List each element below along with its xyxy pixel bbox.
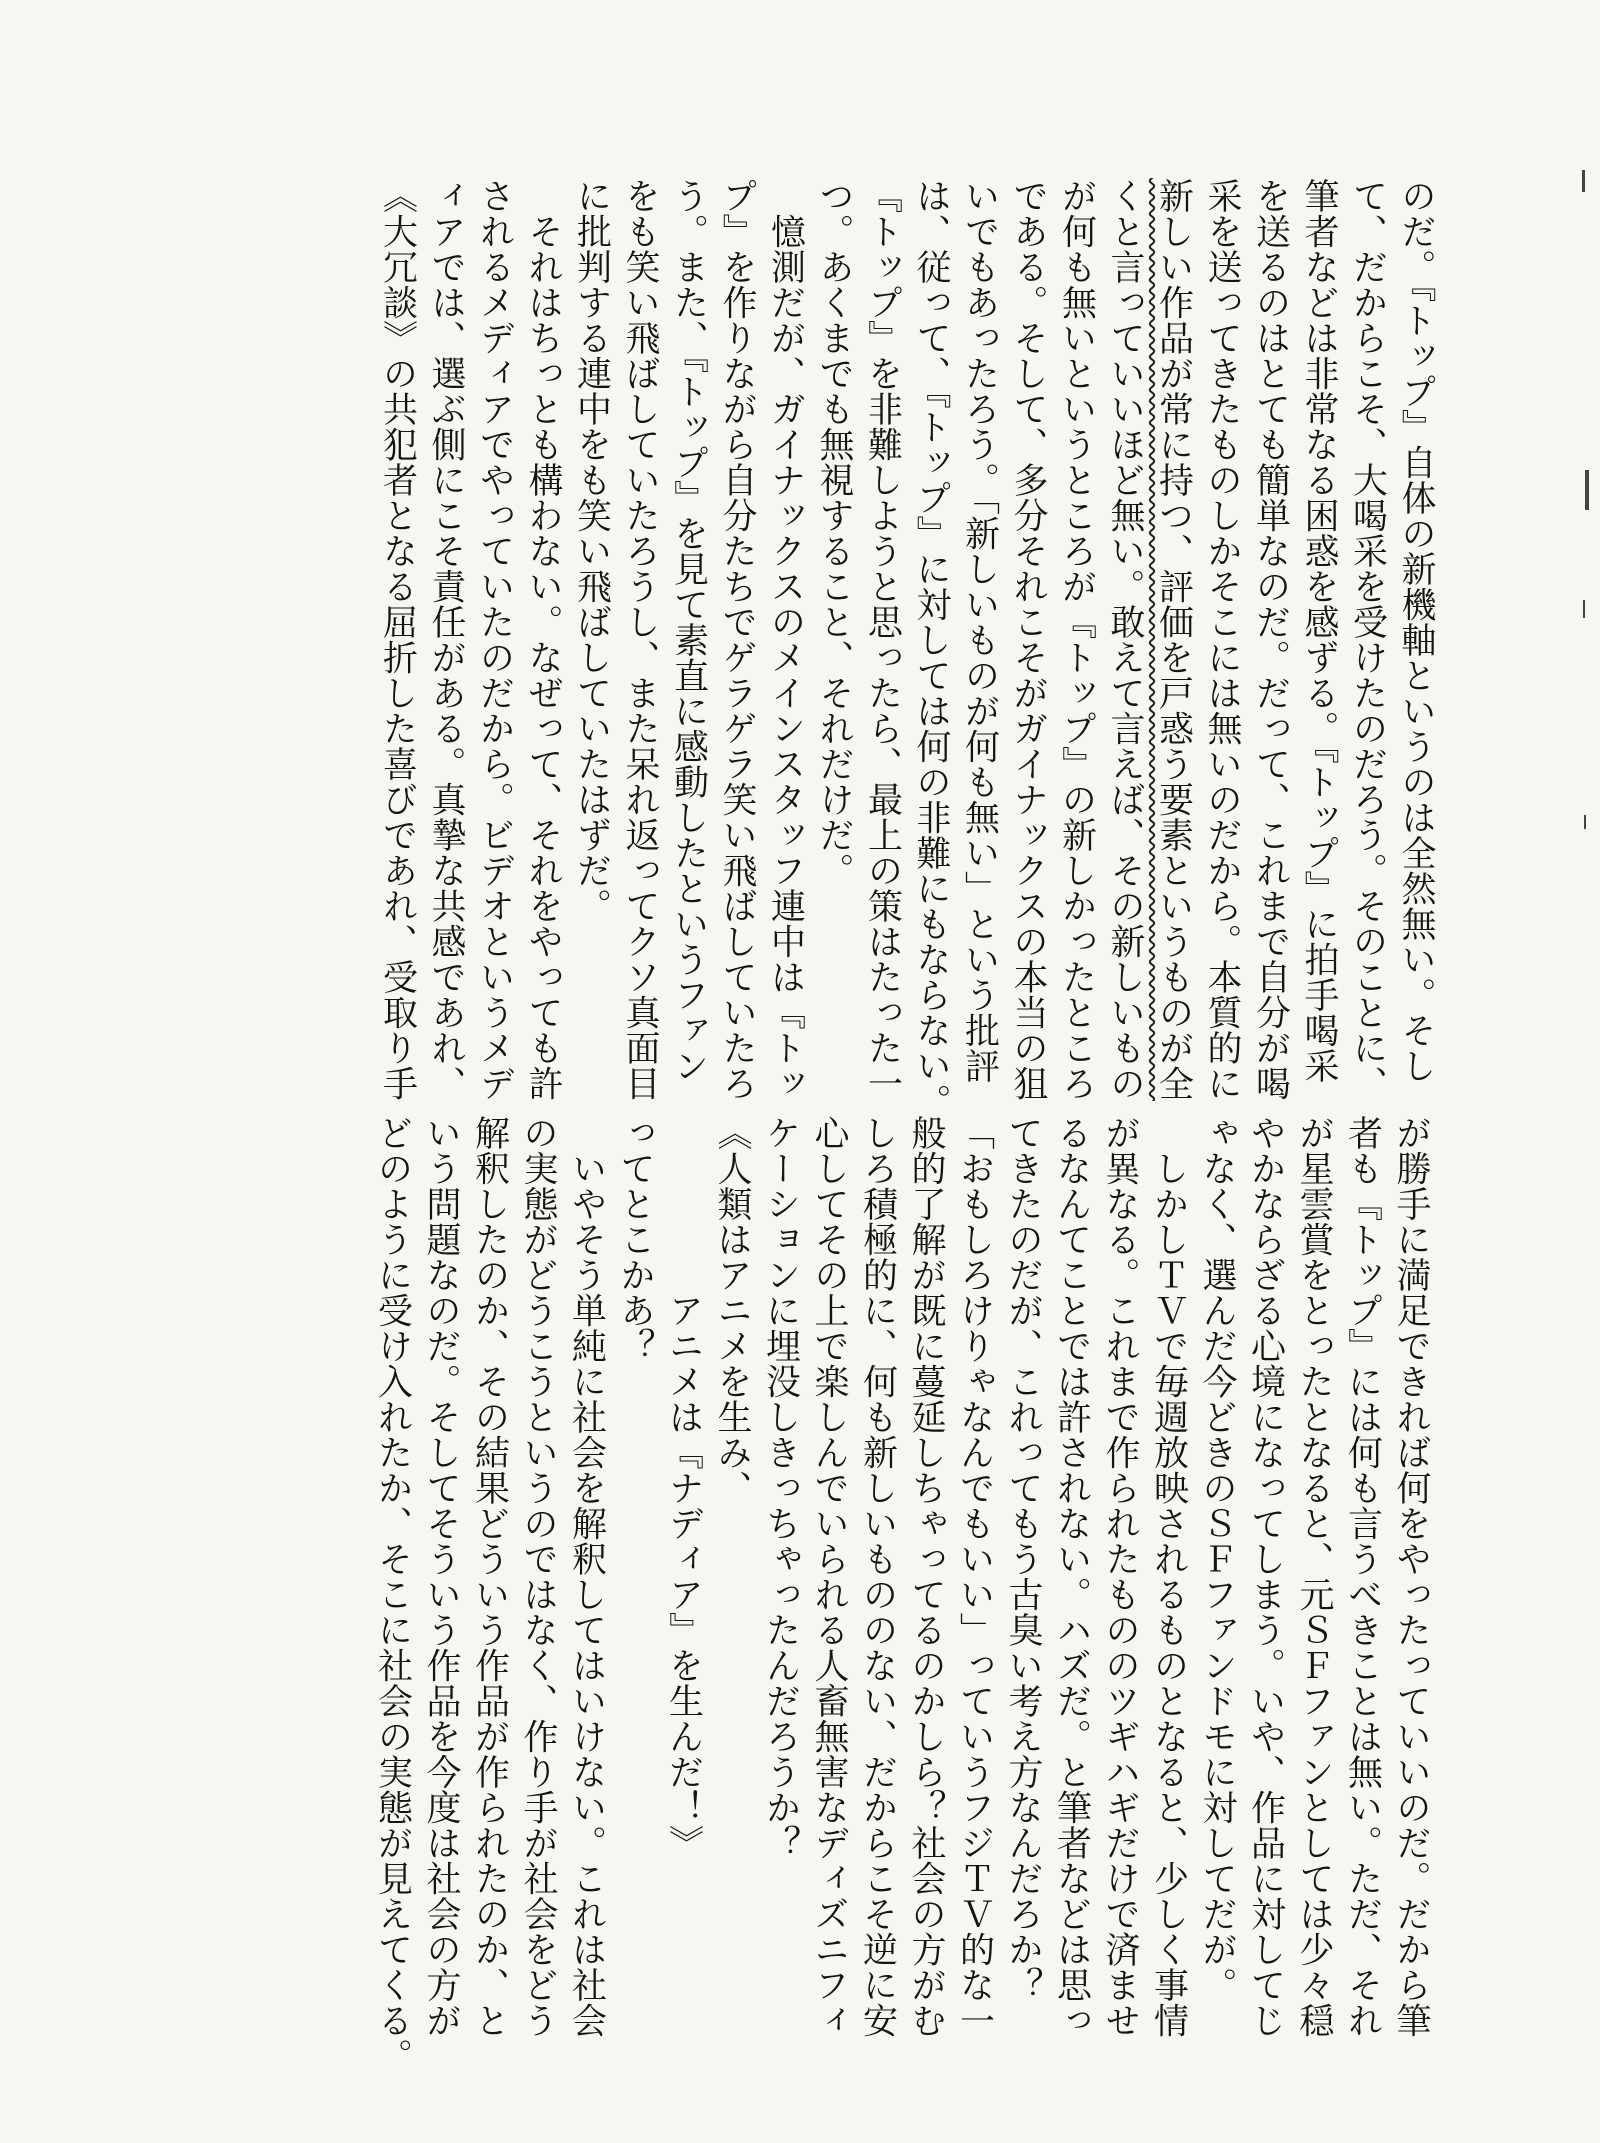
scan-artifact — [1585, 470, 1589, 510]
text-line: つ。あくまでも無視すること、それだけだ。 — [814, 178, 854, 888]
text-line: いでもあったろう。「新しいものが何も無い」という批評 — [959, 178, 1000, 1084]
text-line: う。また、『トップ』を見て素直に感動したというファン — [668, 178, 709, 1084]
text-line: くと言っていいほど無い。敢えて言えば、その新しいもの — [1105, 178, 1145, 1101]
text-line: いう問題なのだ。そしてそういう作品を今度は社会の方が — [421, 1115, 461, 2038]
text-line: て、だからこそ、大喝采を受けたのだろう。そのことに、 — [1347, 178, 1388, 1101]
scan-artifact — [1583, 600, 1585, 618]
text-line: 者も『トップ』には何も言うべきことは無い。ただ、それ — [1342, 1115, 1383, 2038]
text-line: が勝手に満足できれば何をやったっていいのだ。だから筆 — [1391, 1115, 1431, 2038]
text-line: 采を送ってきたものしかそこには無いのだから。本質的に — [1202, 178, 1242, 1101]
text-line: されるメディアでやっていたのだから。ビデオというメデ — [474, 178, 515, 1101]
text-line: のだ。『トップ』自体の新機軸というのは全然無い。そし — [1396, 178, 1436, 1084]
text-line: は、従って、『トップ』に対しては何の非難にもならない。 — [911, 178, 951, 1119]
top-text-block — [377, 178, 1440, 1119]
text-line: るなんてことでは許されない。ハズだ。と筆者などは思っ — [1051, 1115, 1092, 2038]
text-line: いやそう単純に社会を解釈してはいけない。これは社会 — [566, 1115, 607, 2038]
text-line: 「おもしろけりゃなんでもいい」っていうフジＴＶ的な一 — [954, 1115, 995, 2038]
text-line: ケーションに埋没しきっちゃったんだろうか？ — [760, 1115, 801, 1861]
text-line: に批判する連中をも笑い飛ばしていたはずだ。 — [571, 178, 612, 924]
text-line: を送るのはとても簡単なのだ。だって、これまで自分が喝 — [1250, 178, 1291, 1101]
text-line: それはちっとも構わない。なぜって、それをやっても許 — [523, 178, 563, 1101]
text-line: しろ積極的に、何も新しいもののない、だからこそ逆に安 — [857, 1115, 898, 2038]
text-line: 解釈したのか、その結果どういう作品が作られたのか、と — [469, 1115, 510, 2038]
text-line: をも笑い飛ばしていたろうし、また呆れ返ってクソ真面目 — [620, 178, 660, 1101]
scan-artifact — [1582, 170, 1585, 192]
text-line: しかしＴＶで毎週放映されるものとなると、少しく事情 — [1148, 1115, 1189, 2038]
text-line: ってとこかあ？ — [615, 1115, 655, 1364]
emphasized-text-line: 新しい作品が常に持つ、評価を戸惑う要素というものが全 — [1153, 178, 1194, 1101]
text-line: が何も無いというところが『トップ』の新しかったところ — [1056, 178, 1097, 1101]
text-line: 般的了解が既に蔓延しちゃってるのかしら？社会の方がむ — [906, 1115, 946, 2038]
text-line: 筆者などは非常なる困惑を感ずる。『トップ』に拍手喝采 — [1299, 178, 1339, 1084]
text-line: ゃなく、選んだ今どきのＳＦファンドモに対してだが。 — [1197, 1115, 1237, 2003]
text-line: どのように受け入れたか、そこに社会の実態が見えてくる。 — [372, 1115, 413, 2074]
text-line: ィアでは、選ぶ側にこそ責任がある。真摯な共感であれ、 — [426, 178, 466, 1101]
text-line: 《大冗談》の共犯者となる屈折した喜びであれ、受取り手 — [377, 178, 418, 1101]
bottom-text-block — [372, 1115, 1435, 2074]
section-heading-line-1: 《人類はアニメを生み、 — [712, 1115, 752, 1506]
text-line: 『トップ』を非難しようと思ったら、最上の策はたった一 — [862, 178, 903, 1101]
text-line: の実態がどうこうというのではなく、作り手が社会をどう — [518, 1115, 558, 2038]
text-line: プ』を作りながら自分たちでゲラゲラ笑い飛ばしていたろ — [717, 178, 757, 1101]
text-line: てきたのだが、これってもう古臭い考え方なんだろか？ — [1003, 1115, 1043, 2003]
text-line: が星雲賞をとったとなると、元ＳＦファンとしては少々穏 — [1294, 1115, 1334, 2038]
text-line: 心してその上で楽しんでいられる人畜無害なディズニフィ — [809, 1115, 849, 2038]
text-line: である。そして、多分それこそがガイナックスの本当の狙 — [1008, 178, 1048, 1101]
scan-artifact — [1584, 815, 1586, 829]
text-line: 憶測だが、ガイナックスのメインスタッフ連中は『トッ — [765, 178, 806, 1101]
text-line: やかならざる心境になってしまう。いや、作品に対してじ — [1245, 1115, 1286, 2038]
section-heading-line-2: アニメは『ナディア』を生んだ！》 — [663, 1115, 704, 1861]
text-line: が異なる。これまで作られたもののツギハギだけで済ませ — [1100, 1115, 1140, 2038]
